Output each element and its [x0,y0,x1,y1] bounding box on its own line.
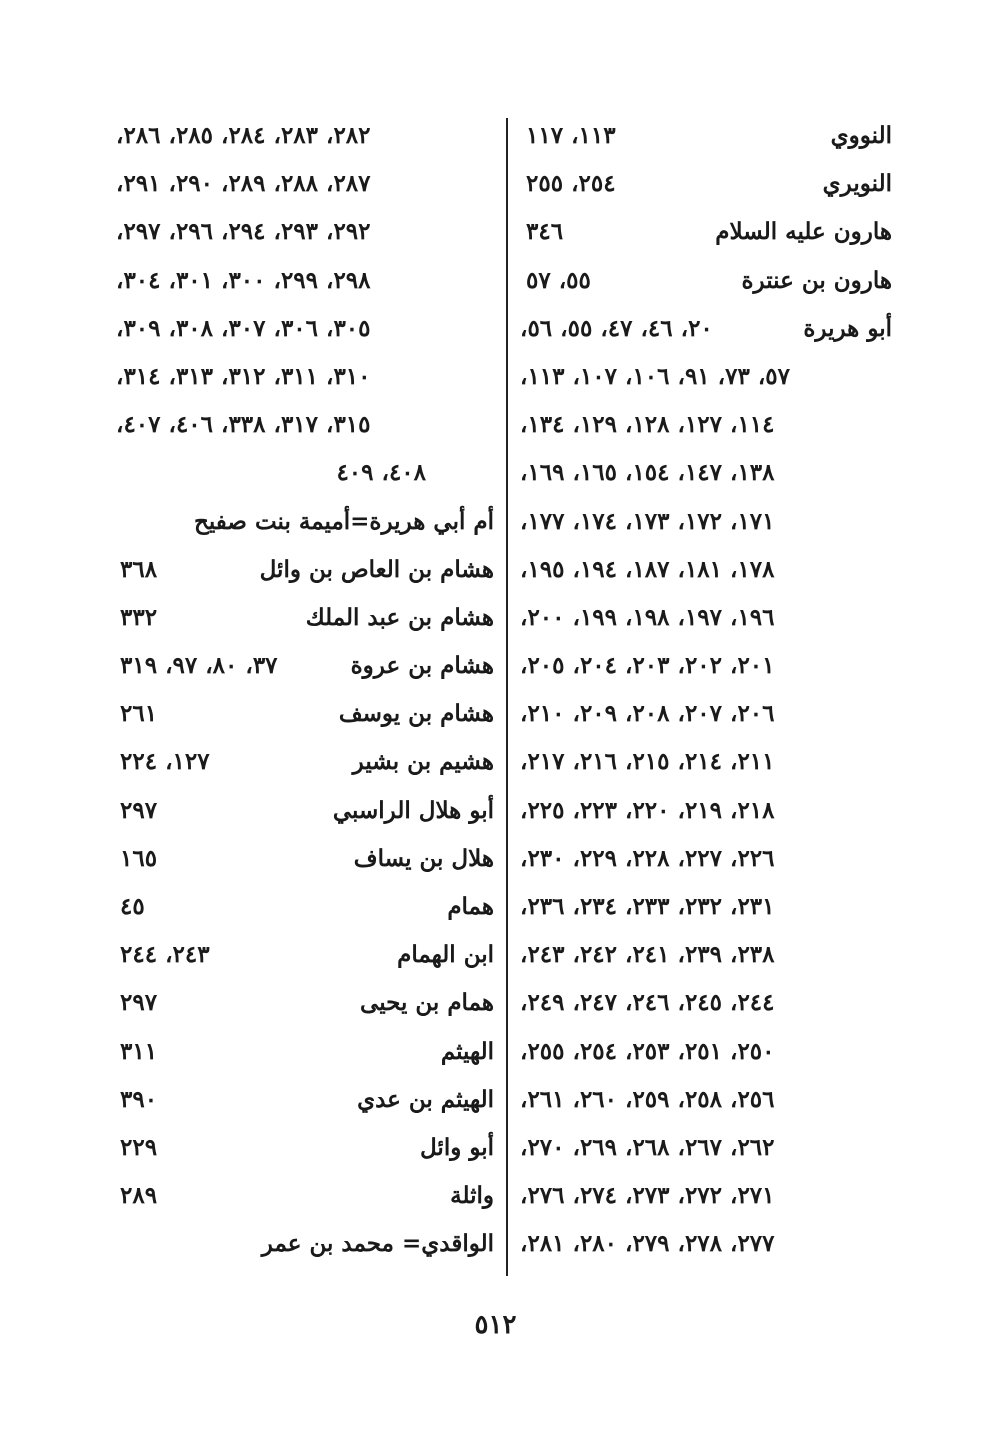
entry-name: هشام بن عبد الملك [305,603,494,631]
entry-pages: ٢٩٨، ٢٩٩، ٣٠٠، ٣٠١، ٣٠٤، [116,266,371,294]
index-entry [112,160,494,208]
index-entry [520,401,892,449]
index-entry [112,690,494,738]
entry-pages: ١٦٥ [120,844,158,872]
index-entry [112,498,494,546]
entry-pages: ٢٤٤، ٢٤٥، ٢٤٦، ٢٤٧، ٢٤٩، [520,989,775,1017]
index-entry [112,835,494,883]
index-entry [112,1028,494,1076]
entry-name: الهيثم بن عدي [357,1085,494,1113]
entry-pages: ١٧٨، ١٨١، ١٨٧، ١٩٤، ١٩٥، [520,555,775,583]
index-entry [112,787,494,835]
index-entry [112,1124,494,1172]
index-entry [112,353,494,401]
entry-name: هارون بن عنترة [741,266,892,294]
index-entry [520,979,892,1027]
index-entry [112,546,494,594]
entry-pages: ٢١٨، ٢١٩، ٢٢٠، ٢٢٣، ٢٢٥، [520,796,775,824]
entry-name: همام بن يحيى [360,989,494,1017]
entry-pages: ٢٨٩ [120,1182,158,1210]
index-entry [112,257,494,305]
index-entry [520,1028,892,1076]
column-divider [506,118,508,1276]
index-entry [112,883,494,931]
page-number: ٥١٢ [474,1310,517,1340]
entry-pages: ٢٧١، ٢٧٢، ٢٧٣، ٢٧٤، ٢٧٦، [520,1182,775,1210]
entry-pages: ٤٥ [120,893,145,920]
entry-pages: ٣٩٠ [120,1085,158,1113]
index-entry [520,835,892,883]
entry-name: النووي [830,122,892,149]
entry-name: همام [447,893,494,920]
entry-name: أبو وائل [420,1133,494,1161]
entry-name: هارون عليه السلام [715,218,892,246]
entry-pages: ٢٩٧ [120,989,158,1017]
index-entry [520,112,892,160]
entry-name: الواقدي= محمد بن عمر [261,1230,494,1258]
entry-pages: ٢٦٢، ٢٦٧، ٢٦٨، ٢٦٩، ٢٧٠، [520,1133,775,1161]
entry-name: أبو هلال الراسبي [332,796,494,824]
index-entry [112,1220,494,1268]
index-entry [520,931,892,979]
entry-pages: ١٧١، ١٧٢، ١٧٣، ١٧٤، ١٧٧، [520,507,775,535]
index-entry [112,112,494,160]
entry-name: ابن الهمام [397,941,494,969]
index-entry [520,642,892,690]
entry-pages: ٢٢٩ [120,1133,158,1161]
index-entry [520,160,892,208]
index-entry [112,449,494,497]
index-entry [112,1076,494,1124]
entry-pages: ٢٥٤، ٢٥٥ [526,170,616,198]
entry-pages: ١١٤، ١٢٧، ١٢٨، ١٢٩، ١٣٤، [520,411,775,439]
entry-name: هشيم بن بشير [352,748,494,776]
entry-name: أم أبي هريرة=أميمة بنت صفيح [193,507,494,535]
index-entry [520,883,892,931]
entry-pages: ١٢٧، ٢٢٤ [120,748,210,776]
index-entry [112,738,494,786]
index-column-left [112,112,494,1269]
index-entry [520,1076,892,1124]
entry-pages: ٣٤٦ [526,218,564,246]
index-entry [112,931,494,979]
entry-pages: ٢٨٧، ٢٨٨، ٢٨٩، ٢٩٠، ٢٩١، [116,170,371,198]
index-entry [520,498,892,546]
index-entry [520,353,892,401]
entry-pages: ٢٠٦، ٢٠٧، ٢٠٨، ٢٠٩، ٢١٠، [520,700,775,728]
entry-pages: ٤٠٨، ٤٠٩ [336,459,426,487]
entry-name: هشام بن يوسف [338,700,494,728]
entry-name: هشام بن العاص بن وائل [259,555,494,583]
index-entry [520,208,892,256]
entry-pages: ٣١٥، ٣١٧، ٣٣٨، ٤٠٦، ٤٠٧، [116,411,371,439]
index-entry [520,738,892,786]
entry-pages: ٥٥، ٥٧ [526,266,591,294]
entry-pages: ٣٦٨ [120,555,158,583]
index-entry [112,642,494,690]
index-entry [520,257,892,305]
index-entry [112,401,494,449]
entry-name: الهيثم [440,1037,494,1065]
entry-pages: ٢٣١، ٢٣٢، ٢٣٣، ٢٣٤، ٢٣٦، [520,893,775,920]
entry-name: واثلة [450,1182,494,1210]
index-entry [520,594,892,642]
entry-name: أبو هريرة [803,314,892,342]
entry-name: هلال بن يساف [353,844,494,872]
index-entry [520,305,892,353]
entry-pages: ٥٧، ٧٣، ٩١، ١٠٦، ١٠٧، ١١٣، [520,362,790,390]
entry-pages: ٢٠١، ٢٠٢، ٢٠٣، ٢٠٤، ٢٠٥، [520,652,775,680]
entry-pages: ١٣٨، ١٤٧، ١٥٤، ١٦٥، ١٦٩، [520,459,775,487]
entry-pages: ٢٧٧، ٢٧٨، ٢٧٩، ٢٨٠، ٢٨١، [520,1230,775,1258]
index-entry [112,208,494,256]
entry-pages: ٢٤٣، ٢٤٤ [120,941,210,969]
index-column-right [520,112,892,1269]
entry-pages: ٣٠٥، ٣٠٦، ٣٠٧، ٣٠٨، ٣٠٩، [116,314,371,342]
entry-pages: ٣٧، ٨٠، ٩٧، ٣١٩ [120,652,278,680]
entry-pages: ٢٢٦، ٢٢٧، ٢٢٨، ٢٢٩، ٢٣٠، [520,844,775,872]
entry-pages: ٣١١ [120,1037,158,1065]
index-entry [520,546,892,594]
entry-pages: ٢٨٢، ٢٨٣، ٢٨٤، ٢٨٥، ٢٨٦، [116,122,371,149]
entry-pages: ٢٩٢، ٢٩٣، ٢٩٤، ٢٩٦، ٢٩٧، [116,218,371,246]
index-entry [520,1220,892,1268]
index-entry [112,979,494,1027]
entry-pages: ٢١١، ٢١٤، ٢١٥، ٢١٦، ٢١٧، [520,748,775,776]
index-entry [520,449,892,497]
index-entry [520,787,892,835]
entry-pages: ٢٠، ٤٦، ٤٧، ٥٥، ٥٦، [520,314,713,342]
entry-pages: ٢٩٧ [120,796,158,824]
index-entry [112,1172,494,1220]
entry-pages: ٢٥٠، ٢٥١، ٢٥٣، ٢٥٤، ٢٥٥، [520,1037,775,1065]
entry-pages: ٢٥٦، ٢٥٨، ٢٥٩، ٢٦٠، ٢٦١، [520,1085,775,1113]
entry-name: النويري [822,170,892,198]
entry-pages: ١١٣، ١١٧ [526,122,616,149]
entry-pages: ٣١٠، ٣١١، ٣١٢، ٣١٣، ٣١٤، [116,362,371,390]
index-entry [520,690,892,738]
index-entry [520,1172,892,1220]
index-entry [112,305,494,353]
entry-pages: ٢٣٨، ٢٣٩، ٢٤١، ٢٤٢، ٢٤٣، [520,941,775,969]
entry-name: هشام بن عروة [350,652,494,680]
entry-pages: ١٩٦، ١٩٧، ١٩٨، ١٩٩، ٢٠٠، [520,603,775,631]
index-entry [520,1124,892,1172]
entry-pages: ٣٣٢ [120,603,158,631]
index-entry [112,594,494,642]
entry-pages: ٢٦١ [120,700,158,728]
